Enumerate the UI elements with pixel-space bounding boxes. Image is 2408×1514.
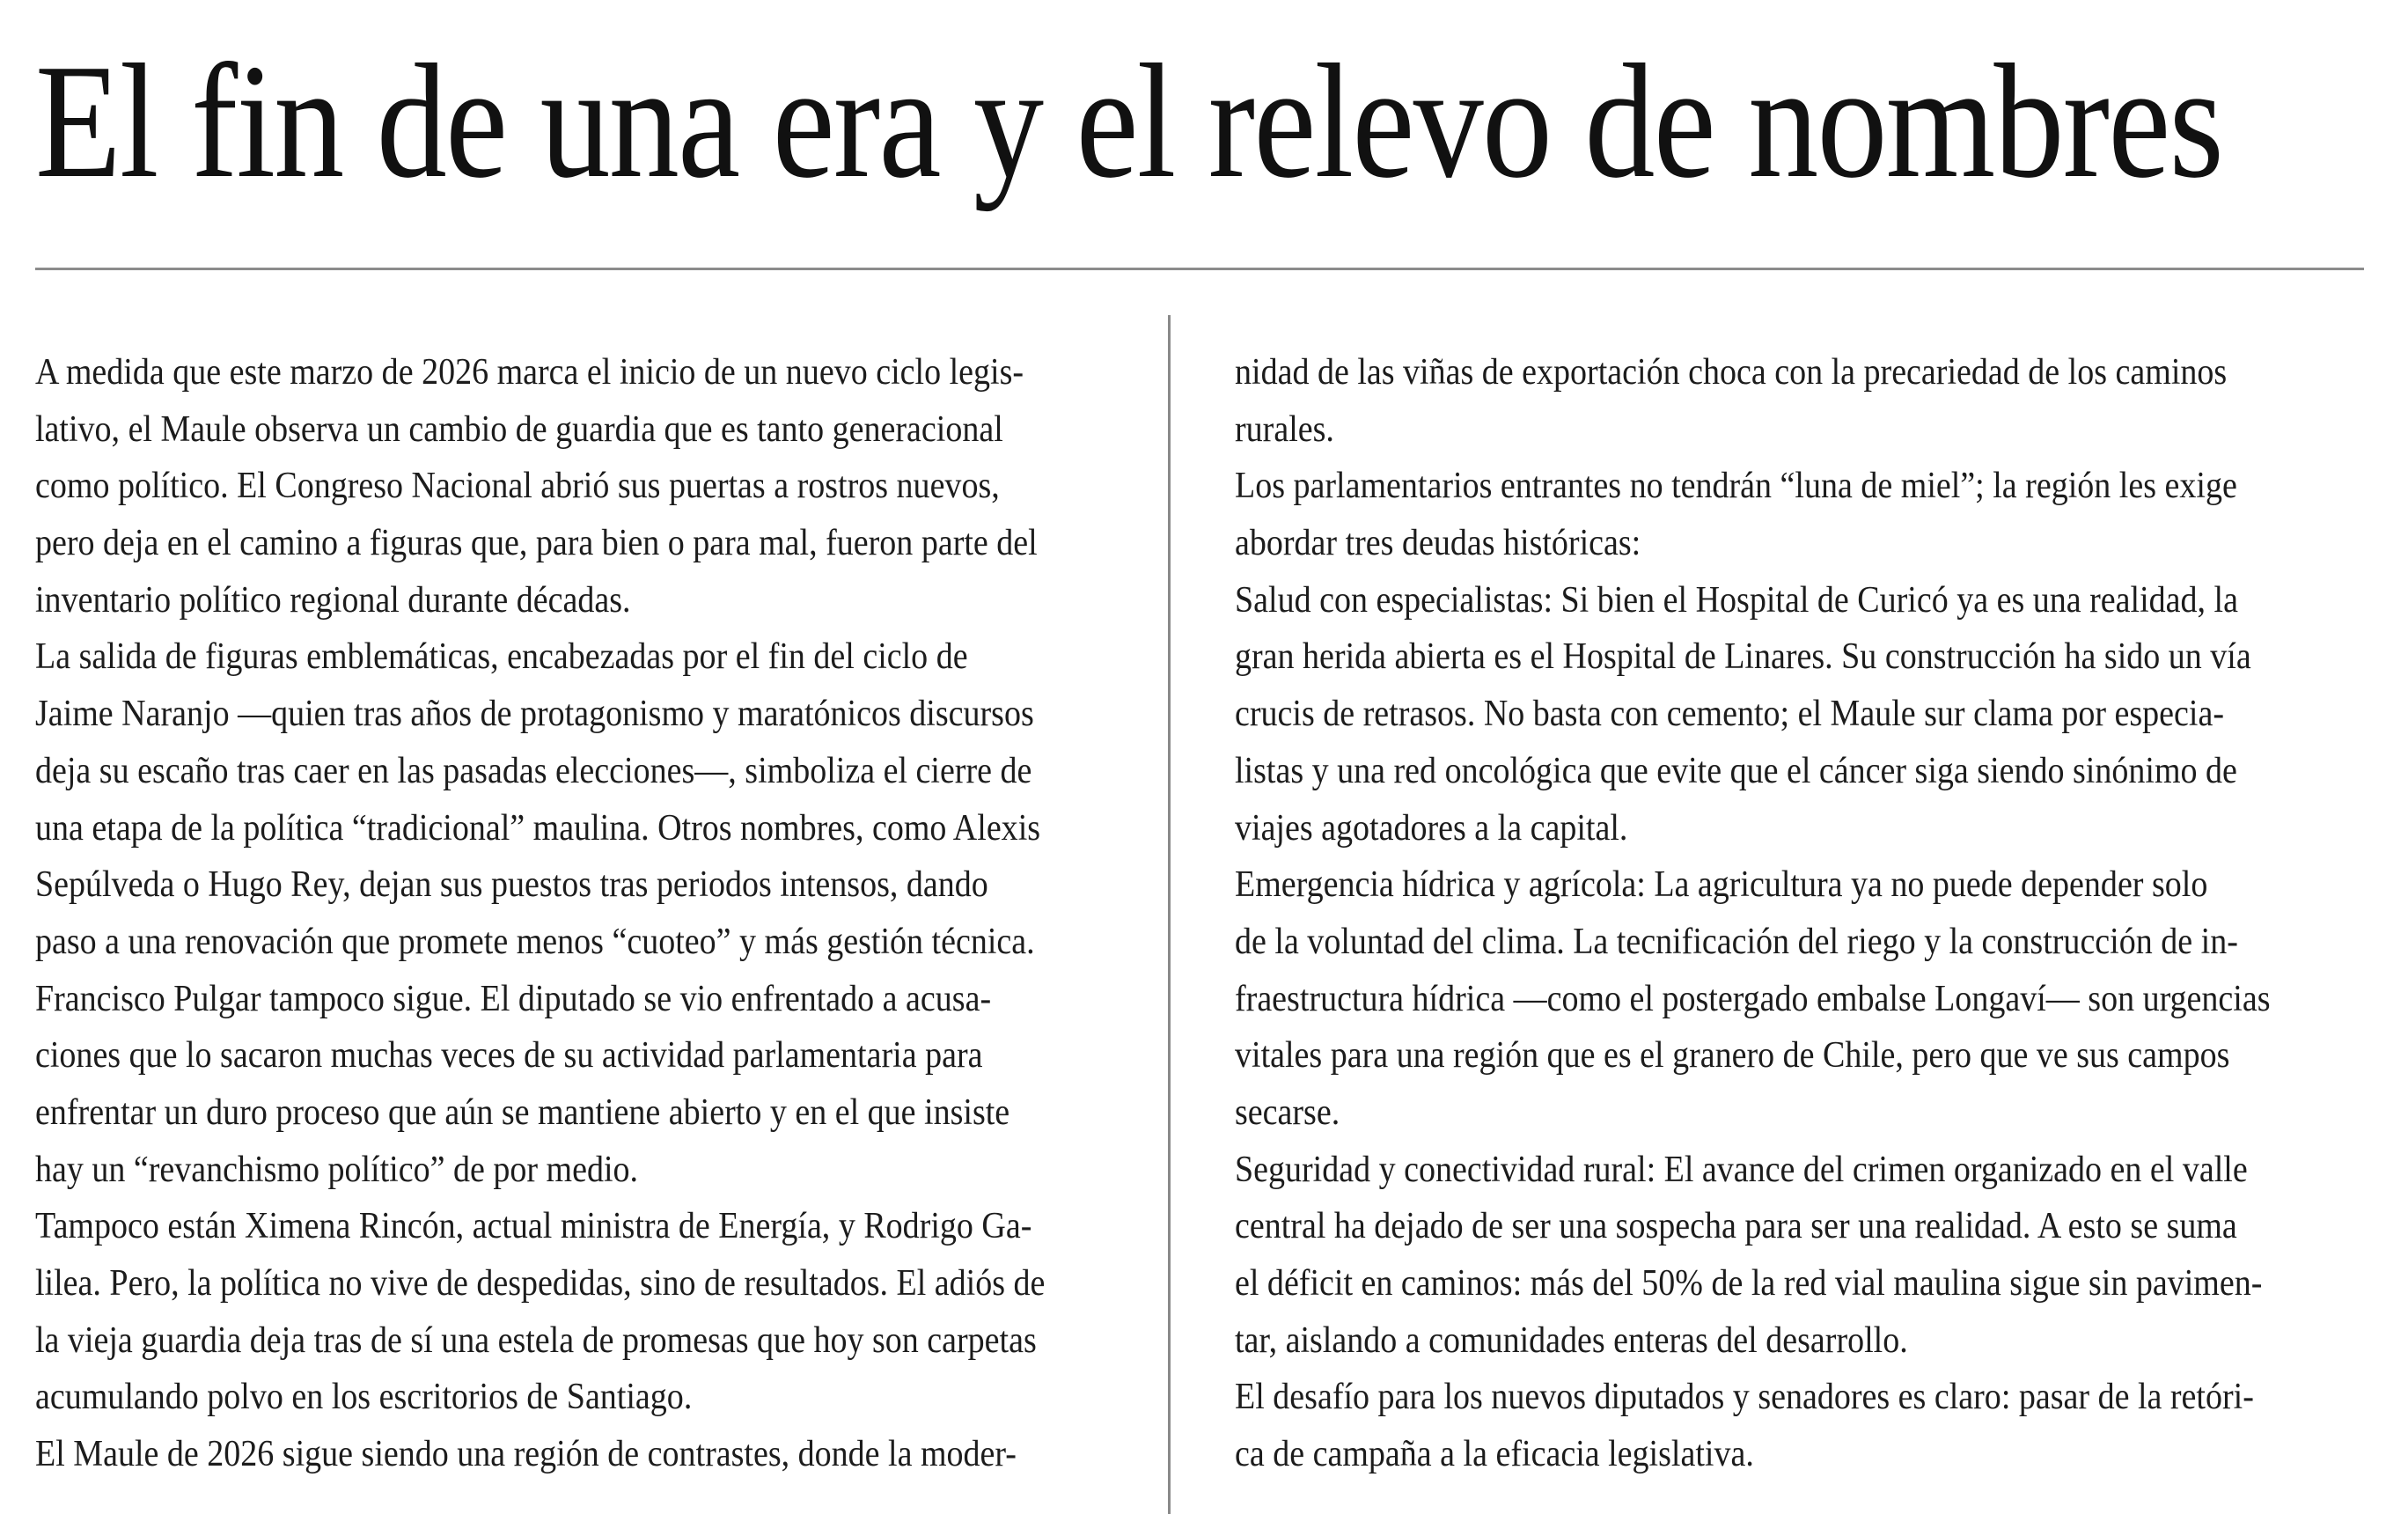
text-line: secarse. <box>1235 1091 1340 1133</box>
text-line: viajes agotadores a la capital. <box>1235 807 1628 849</box>
text-line: fraestructura hídrica —como el postergado embalse Longaví— son urgencias <box>1235 978 2271 1019</box>
text-line: Emergencia hídrica y agrícola: La agricultura ya no puede depender solo <box>1235 864 2208 906</box>
text-line: inventario político regional durante décadas. <box>35 579 631 621</box>
text-line: nidad de las viñas de exportación choca con la precariedad de los caminos <box>1235 352 2228 393</box>
text-line: Jaime Naranjo —quien tras años de protagonismo y maratónicos discursos <box>35 694 1034 735</box>
text-line: Sepúlveda o Hugo Rey, dejan sus puestos tras periodos intensos, dando <box>35 864 988 906</box>
article-column-right <box>1235 344 2388 1483</box>
text-line: la vieja guardia deja tras de sí una estela de promesas que hoy son carpetas <box>35 1319 1037 1361</box>
text-line: de la voluntad del clima. La tecnificación del riego y la construcción de in- <box>1235 921 2238 962</box>
text-line: tar, aislando a comunidades enteras del desarrollo. <box>1235 1319 1908 1361</box>
text-line: lativo, el Maule observa un cambio de guardia que es tanto generacional <box>35 408 1003 450</box>
text-line: gran herida abierta es el Hospital de Linares. Su construcción ha sido un vía <box>1235 636 2251 678</box>
headline: El fin de una era y el relevo de nombres <box>35 31 2223 212</box>
text-line: La salida de figuras emblemáticas, encabezadas por el fin del ciclo de <box>35 636 968 678</box>
text-line: paso a una renovación que promete menos “cuoteo” y más gestión técnica. <box>35 921 1035 962</box>
text-line: Francisco Pulgar tampoco sigue. El diputado se vio enfrentado a acusa- <box>35 978 992 1019</box>
text-line: abordar tres deudas históricas: <box>1235 523 1641 564</box>
text-line: rurales. <box>1235 408 1334 450</box>
text-line: El desafío para los nuevos diputados y senadores es claro: pasar de la retóri- <box>1235 1377 2254 1418</box>
text-line: pero deja en el camino a figuras que, para bien o para mal, fueron parte del <box>35 523 1038 564</box>
text-line: enfrentar un duro proceso que aún se mantiene abierto y en el que insiste <box>35 1091 1010 1133</box>
text-line: Salud con especialistas: Si bien el Hospital de Curicó ya es una realidad, la <box>1235 579 2238 621</box>
text-line: A medida que este marzo de 2026 marca el inicio de un nuevo ciclo legis- <box>35 352 1024 393</box>
text-line: Los parlamentarios entrantes no tendrán “luna de miel”; la región les exige <box>1235 466 2237 507</box>
text-line: como político. El Congreso Nacional abrió sus puertas a rostros nuevos, <box>35 466 1000 507</box>
text-line: lilea. Pero, la política no vive de despedidas, sino de resultados. El adiós de <box>35 1263 1046 1304</box>
text-line: central ha dejado de ser una sospecha para ser una realidad. A esto se suma <box>1235 1206 2237 1247</box>
article-column-left <box>35 344 1188 1483</box>
text-line: el déficit en caminos: más del 50% de la red vial maulina sigue sin pavimen- <box>1235 1263 2263 1304</box>
text-line: hay un “revanchismo político” de por medio. <box>35 1149 639 1190</box>
text-line: crucis de retrasos. No basta con cemento; el Maule sur clama por especia- <box>1235 694 2225 735</box>
text-line: deja su escaño tras caer en las pasadas elecciones—, simboliza el cierre de <box>35 750 1032 791</box>
text-line: ca de campaña a la eficacia legislativa. <box>1235 1434 1754 1475</box>
text-line: Seguridad y conectividad rural: El avance del crimen organizado en el valle <box>1235 1149 2248 1190</box>
text-line: acumulando polvo en los escritorios de Santiago. <box>35 1377 693 1418</box>
text-line: una etapa de la política “tradicional” maulina. Otros nombres, como Alexis <box>35 807 1041 849</box>
text-line: ciones que lo sacaron muchas veces de su actividad parlamentaria para <box>35 1035 983 1077</box>
text-line: listas y una red oncológica que evite que el cáncer siga siendo sinónimo de <box>1235 750 2237 791</box>
text-line: Tampoco están Ximena Rincón, actual ministra de Energía, y Rodrigo Ga- <box>35 1206 1032 1247</box>
headline-rule <box>35 268 2364 270</box>
text-line: vitales para una región que es el granero de Chile, pero que ve sus campos <box>1235 1035 2230 1077</box>
text-line: El Maule de 2026 sigue siendo una región de contrastes, donde la moder- <box>35 1434 1017 1475</box>
